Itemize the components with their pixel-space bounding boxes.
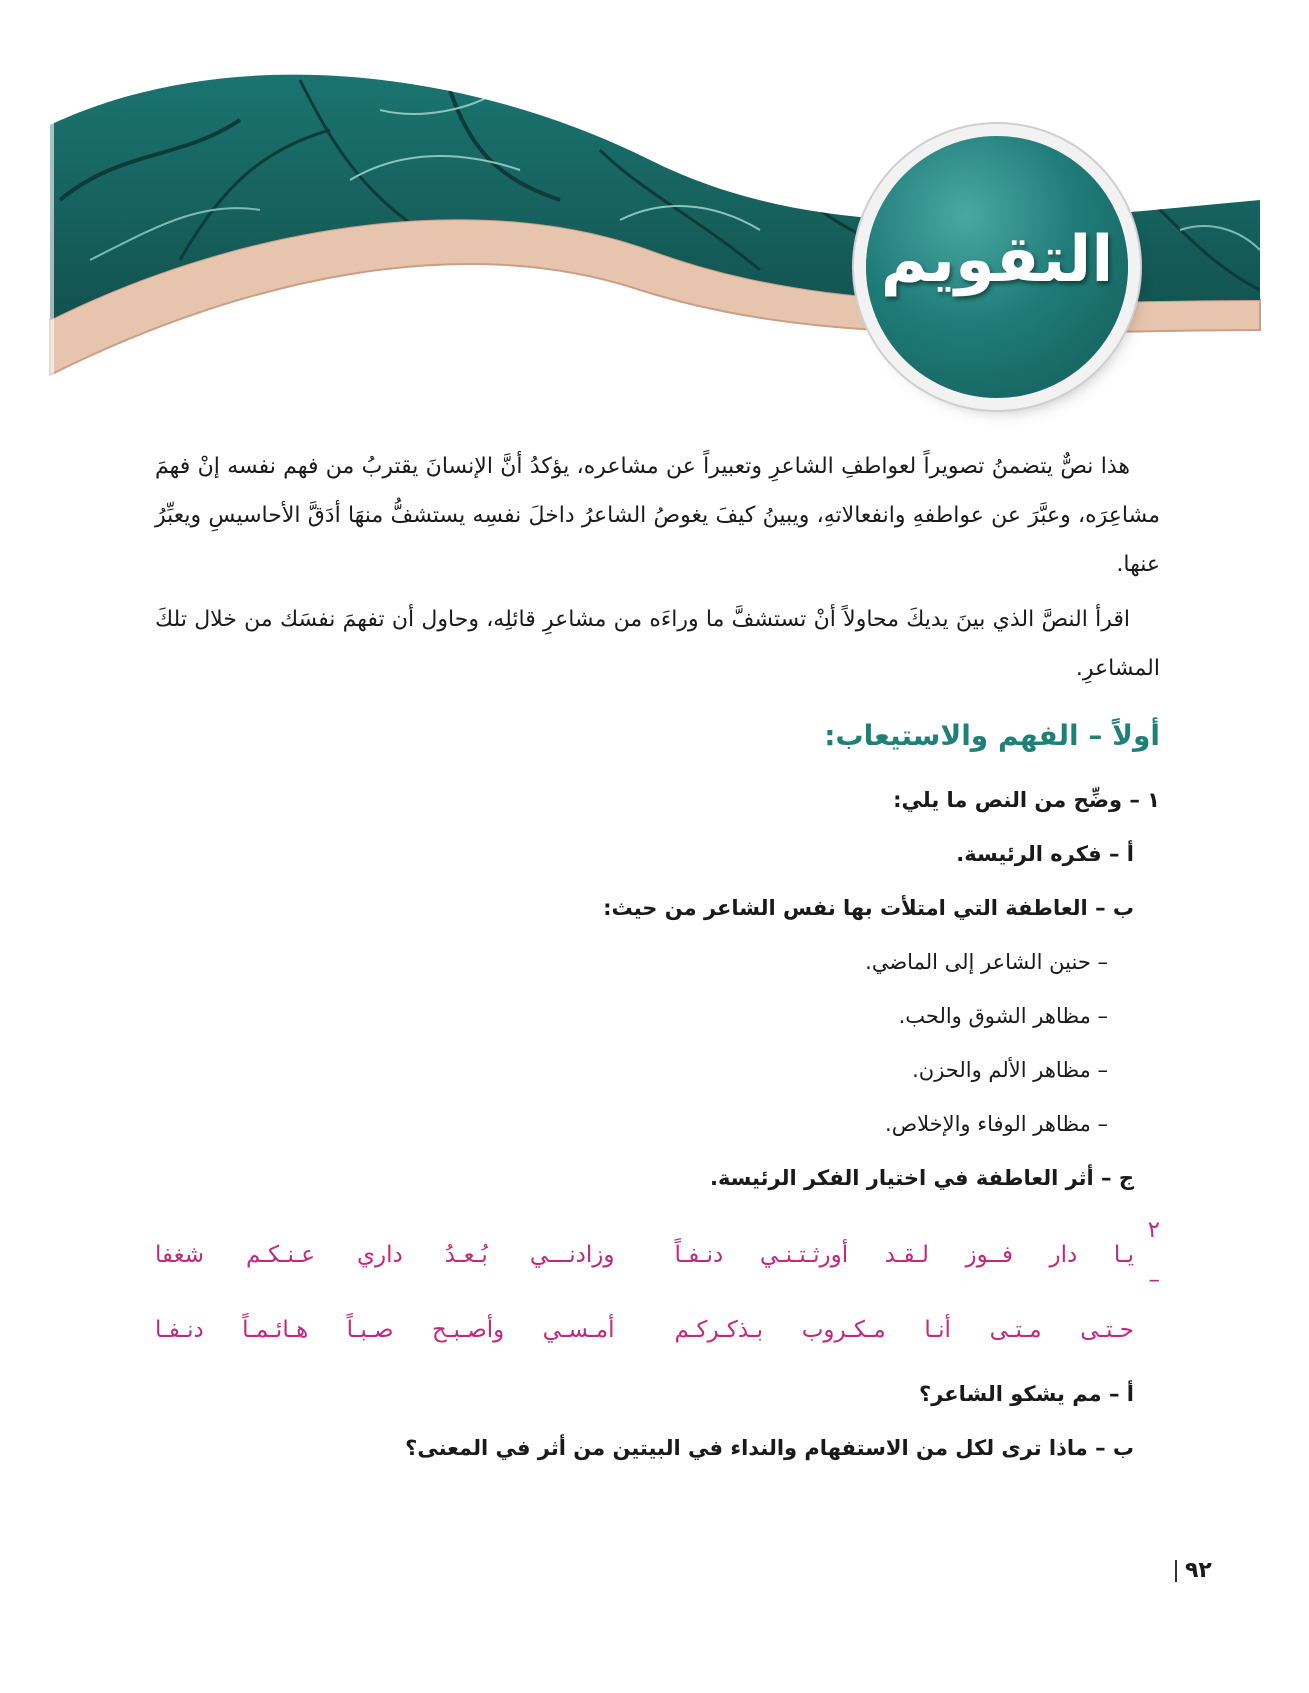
verse-second-half: وزادنـــي بُـعـدُ داري عـنـكـم شغفا [155, 1242, 615, 1268]
bullet-item: – مظاهر الشوق والحب. [898, 1004, 1108, 1028]
page-title: التقويم [880, 223, 1114, 297]
page-number: ٩٢ [1175, 1560, 1212, 1582]
intro-paragraph-1: هذا نصٌّ يتضمنُ تصويراً لعواطفِ الشاعرِ وتعبيراً عن مشاعره، يؤكدُ أنَّ الإنسانَ يقتربُ من فهم نفسه إنْ فهمَ مشاعِرَه، وعبَّرَ عن عواطفهِ وانفعالاتهِ، ويبينُ كيفَ يغوصُ الشاعرُ داخلَ نفسِه يستشفُّ منهَا أدَقَّ الأحاسيسِ ويعبِّرُ عنها. [155, 454, 1160, 577]
bullet-item: – حنين الشاعر إلى الماضي. [865, 950, 1108, 974]
poem-verse-row [155, 1205, 1160, 1305]
question-1-a: أ – فكره الرئيسة. [956, 842, 1134, 866]
section-heading-comprehension: أولاً – الفهم والاستيعاب: [824, 719, 1160, 752]
question-2-a: أ – مم يشكو الشاعر؟ [919, 1382, 1134, 1406]
bullet-item: – مظاهر الألم والحزن. [912, 1058, 1108, 1082]
intro-paragraph-2: اقرأ النصَّ الذي بينَ يديكَ محاولاً أنْ تستشفَّ ما وراءَه من مشاعرِ قائلِه، وحاول أن تفهمَ نفسَك من خلال تلكَ المشاعرِ. [155, 607, 1160, 681]
poem-block [155, 1205, 1160, 1355]
question-2-b: ب – ماذا ترى لكل من الاستفهام والنداء في البيتين من أثر في المعنى؟ [405, 1436, 1134, 1460]
verse-second-half: أمـسـي وأصـبـح صـبـاً هـائـمـاً دنـفـا [155, 1317, 615, 1343]
main-content [155, 442, 1160, 1475]
question-2-number: ٢ – [1147, 1217, 1160, 1293]
title-badge [866, 136, 1128, 398]
question-1-c: ج – أثر العاطفة في اختيار الفكر الرئيسة. [709, 1166, 1134, 1190]
question-1: ١ – وضِّح من النص ما يلي: [893, 788, 1160, 812]
bullet-item: – مظاهر الوفاء والإخلاص. [885, 1112, 1108, 1136]
verse-first-half: حـتـى مـتـى أنـا مـكـروب بـذكـركـم [674, 1317, 1134, 1343]
verse-first-half: يـا دار فــوز لـقـد أورثـتـنـي دنـفـاً [674, 1242, 1134, 1268]
question-1-b: ب – العاطفة التي امتلأت بها نفس الشاعر من حيث: [603, 896, 1134, 920]
poem-verse-row [155, 1305, 1160, 1355]
